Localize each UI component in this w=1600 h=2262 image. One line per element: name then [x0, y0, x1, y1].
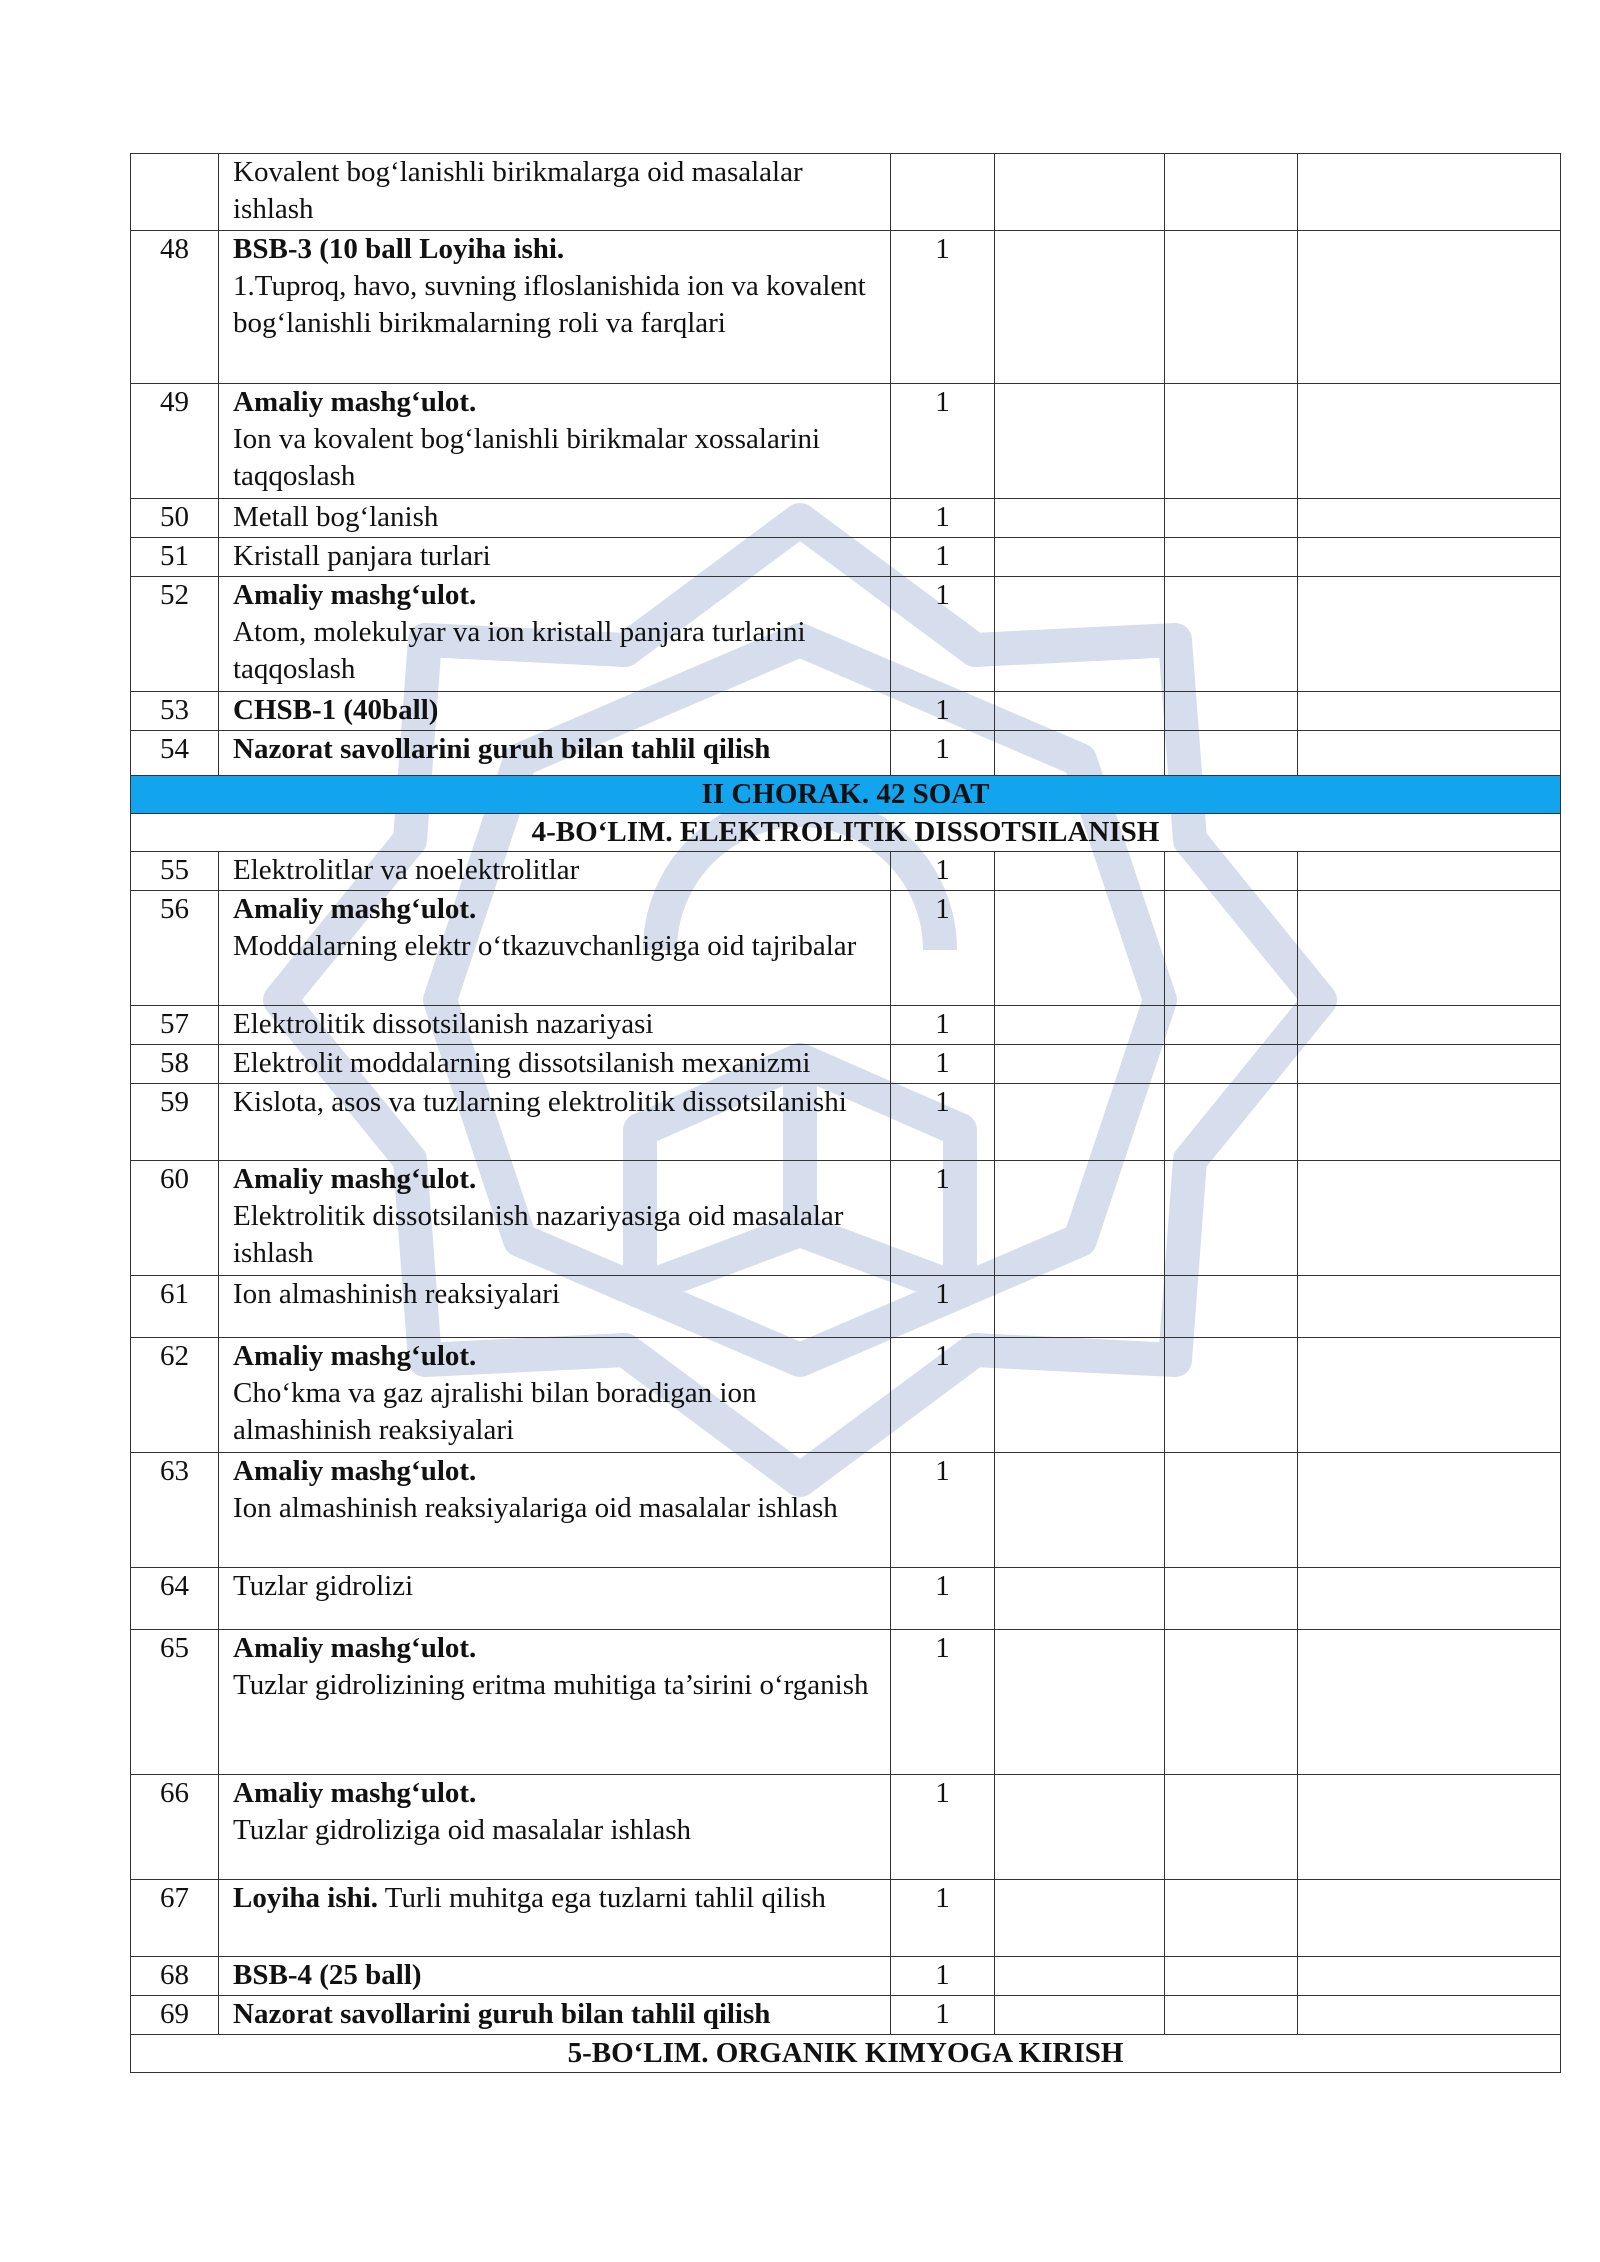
lesson-hours: 1 [891, 1006, 995, 1045]
empty-cell [1298, 1161, 1561, 1276]
lesson-hours: 1 [891, 499, 995, 538]
empty-cell [1298, 384, 1561, 499]
lesson-hours: 1 [891, 577, 995, 692]
empty-cell [995, 538, 1165, 577]
lesson-hours: 1 [891, 1568, 995, 1630]
lesson-topic-text: Kristall panjara turlari [233, 540, 491, 572]
empty-cell [995, 731, 1165, 776]
lesson-number: 68 [131, 1957, 219, 1996]
lesson-topic-title: Amaliy mashg‘ulot. [233, 1777, 477, 1809]
empty-cell [995, 1045, 1165, 1084]
empty-cell [1298, 1775, 1561, 1880]
empty-cell [1165, 1084, 1298, 1161]
table-row [131, 1453, 1561, 1568]
empty-cell [995, 692, 1165, 731]
empty-cell [995, 1084, 1165, 1161]
empty-cell [1165, 231, 1298, 384]
lesson-rows-part1 [131, 154, 1561, 776]
empty-cell [1165, 1276, 1298, 1338]
lesson-topic [219, 1996, 891, 2035]
empty-cell [1165, 731, 1298, 776]
lesson-topic [219, 499, 891, 538]
empty-cell [1165, 1006, 1298, 1045]
empty-cell [1298, 891, 1561, 1006]
empty-cell [1165, 1630, 1298, 1775]
empty-cell [995, 1880, 1165, 1957]
empty-cell [995, 384, 1165, 499]
lesson-topic-title: Amaliy mashg‘ulot. [233, 386, 477, 418]
lesson-topic-text: Atom, molekulyar va ion kristall panjara turlarini taqqoslash [233, 616, 806, 685]
lesson-number: 64 [131, 1568, 219, 1630]
table-row [131, 577, 1561, 692]
empty-cell [995, 1775, 1165, 1880]
lesson-topic-text: Tuzlar gidroliziga oid masalalar ishlash [233, 1814, 691, 1846]
empty-cell [1298, 1338, 1561, 1453]
table-row [131, 1276, 1561, 1338]
empty-cell [995, 499, 1165, 538]
lesson-hours: 1 [891, 1630, 995, 1775]
lesson-topic-text: Elektrolitik dissotsilanish nazariyasi [233, 1008, 654, 1040]
empty-cell [995, 577, 1165, 692]
empty-cell [1298, 1630, 1561, 1775]
table-row [131, 538, 1561, 577]
lesson-number: 52 [131, 577, 219, 692]
empty-cell [1298, 499, 1561, 538]
table-row [131, 1957, 1561, 1996]
lesson-hours: 1 [891, 852, 995, 891]
lesson-hours: 1 [891, 1996, 995, 2035]
lesson-topic-text: 1.Tuproq, havo, suvning ifloslanishida ion va kovalent bog‘lanishli birikmalarning roli va farqlari [233, 270, 866, 339]
table-row [131, 1006, 1561, 1045]
lesson-topic-text: Cho‘kma va gaz ajralishi bilan boradigan ion almashinish reaksiyalari [233, 1377, 757, 1446]
lesson-number: 66 [131, 1775, 219, 1880]
lesson-topic [219, 1775, 891, 1880]
lesson-topic [219, 692, 891, 731]
empty-cell [995, 231, 1165, 384]
empty-cell [1165, 1957, 1298, 1996]
lesson-topic-title: Amaliy mashg‘ulot. [233, 1163, 477, 1195]
lesson-rows-part2 [131, 852, 1561, 2035]
lesson-hours: 1 [891, 538, 995, 577]
lesson-topic-text: Turli muhitga ega tuzlarni tahlil qilish [378, 1882, 826, 1914]
section-heading: 5-BO‘LIM. ORGANIK KIMYOGA KIRISH [131, 2035, 1561, 2073]
lesson-hours: 1 [891, 1453, 995, 1568]
empty-cell [1165, 692, 1298, 731]
section-heading-row [131, 814, 1561, 852]
table-row [131, 154, 1561, 231]
empty-cell [1298, 852, 1561, 891]
table-row [131, 852, 1561, 891]
empty-cell [1298, 1006, 1561, 1045]
lesson-hours: 1 [891, 731, 995, 776]
lesson-number: 49 [131, 384, 219, 499]
empty-cell [1165, 538, 1298, 577]
lesson-topic [219, 1453, 891, 1568]
table-row [131, 1338, 1561, 1453]
lesson-hours: 1 [891, 1276, 995, 1338]
lesson-topic [219, 1045, 891, 1084]
empty-cell [1165, 1996, 1298, 2035]
lesson-topic-title: Loyiha ishi. [233, 1882, 379, 1914]
lesson-topic [219, 852, 891, 891]
empty-cell [1298, 231, 1561, 384]
empty-cell [1165, 577, 1298, 692]
lesson-topic [219, 891, 891, 1006]
lesson-number: 56 [131, 891, 219, 1006]
lesson-topic [219, 1006, 891, 1045]
lesson-topic-text: Kislota, asos va tuzlarning elektrolitik dissotsilanishi [233, 1086, 847, 1118]
lesson-topic [219, 538, 891, 577]
section-heading: 4-BO‘LIM. ELEKTROLITIK DISSOTSILANISH [131, 814, 1561, 852]
empty-cell [995, 1996, 1165, 2035]
empty-cell [995, 154, 1165, 231]
lesson-topic [219, 384, 891, 499]
lesson-topic [219, 1630, 891, 1775]
lesson-hours: 1 [891, 231, 995, 384]
empty-cell [1298, 731, 1561, 776]
lesson-topic [219, 1084, 891, 1161]
empty-cell [1165, 1880, 1298, 1957]
empty-cell [1298, 154, 1561, 231]
lesson-number: 55 [131, 852, 219, 891]
lesson-topic-text: Tuzlar gidrolizi [233, 1570, 414, 1602]
empty-cell [1298, 1996, 1561, 2035]
lesson-topic-title: CHSB-1 (40ball) [233, 694, 439, 726]
lesson-number: 53 [131, 692, 219, 731]
lesson-number: 62 [131, 1338, 219, 1453]
empty-cell [1165, 1568, 1298, 1630]
table-row [131, 692, 1561, 731]
empty-cell [1298, 1276, 1561, 1338]
lesson-topic [219, 154, 891, 231]
lesson-topic-text: Ion almashinish reaksiyalari [233, 1278, 560, 1310]
table-row [131, 1045, 1561, 1084]
empty-cell [995, 1338, 1165, 1453]
lesson-plan-table [130, 153, 1561, 2073]
table-row [131, 1880, 1561, 1957]
table-row [131, 1161, 1561, 1276]
quarter-heading-row [131, 776, 1561, 814]
empty-cell [1165, 852, 1298, 891]
lesson-hours: 1 [891, 1880, 995, 1957]
lesson-topic [219, 1880, 891, 1957]
lesson-topic-text: Tuzlar gidrolizining eritma muhitiga ta’sirini o‘rganish [233, 1669, 869, 1701]
quarter-heading: II CHORAK. 42 SOAT [131, 776, 1561, 814]
empty-cell [1165, 891, 1298, 1006]
table-row [131, 384, 1561, 499]
empty-cell [1165, 384, 1298, 499]
lesson-hours: 1 [891, 384, 995, 499]
lesson-topic-text: Elektrolit moddalarning dissotsilanish mexanizmi [233, 1047, 811, 1079]
lesson-hours: 1 [891, 1338, 995, 1453]
empty-cell [1165, 1453, 1298, 1568]
lesson-topic [219, 1338, 891, 1453]
lesson-hours: 1 [891, 1045, 995, 1084]
empty-cell [1165, 154, 1298, 231]
lesson-topic [219, 577, 891, 692]
table-row [131, 1996, 1561, 2035]
table-row [131, 1568, 1561, 1630]
lesson-topic-text: Elektrolitlar va noelektrolitlar [233, 854, 580, 886]
table-row [131, 499, 1561, 538]
lesson-number: 57 [131, 1006, 219, 1045]
lesson-hours: 1 [891, 1775, 995, 1880]
empty-cell [1298, 1045, 1561, 1084]
lesson-topic-text: Metall bog‘lanish [233, 501, 439, 533]
empty-cell [1298, 692, 1561, 731]
lesson-topic-text: Ion va kovalent bog‘lanishli birikmalar xossalarini taqqoslash [233, 423, 821, 492]
table-row [131, 1630, 1561, 1775]
lesson-number: 65 [131, 1630, 219, 1775]
lesson-topic [219, 1568, 891, 1630]
table-row [131, 1775, 1561, 1880]
lesson-topic-title: Nazorat savollarini guruh bilan tahlil qilish [233, 733, 771, 765]
empty-cell [1165, 499, 1298, 538]
lesson-number: 50 [131, 499, 219, 538]
empty-cell [1298, 1568, 1561, 1630]
empty-cell [995, 852, 1165, 891]
lesson-hours: 1 [891, 891, 995, 1006]
lesson-number: 69 [131, 1996, 219, 2035]
lesson-number: 48 [131, 231, 219, 384]
empty-cell [1165, 1775, 1298, 1880]
table-row [131, 731, 1561, 776]
table-row [131, 891, 1561, 1006]
lesson-topic-title: Amaliy mashg‘ulot. [233, 1632, 477, 1664]
lesson-hours: 1 [891, 1161, 995, 1276]
empty-cell [995, 1276, 1165, 1338]
empty-cell [995, 1161, 1165, 1276]
empty-cell [1298, 538, 1561, 577]
lesson-hours: 1 [891, 1084, 995, 1161]
empty-cell [1298, 1453, 1561, 1568]
lesson-number: 63 [131, 1453, 219, 1568]
lesson-topic-title: Nazorat savollarini guruh bilan tahlil qilish [233, 1998, 771, 2030]
lesson-number: 51 [131, 538, 219, 577]
lesson-topic-text: Elektrolitik dissotsilanish nazariyasiga oid masalalar ishlash [233, 1200, 844, 1269]
lesson-topic [219, 231, 891, 384]
lesson-number: 59 [131, 1084, 219, 1161]
lesson-number: 60 [131, 1161, 219, 1276]
lesson-topic [219, 731, 891, 776]
lesson-topic-text: Kovalent bog‘lanishli birikmalarga oid masalalar ishlash [233, 156, 803, 225]
empty-cell [995, 1630, 1165, 1775]
lesson-number: 58 [131, 1045, 219, 1084]
section-heading-row [131, 2035, 1561, 2073]
empty-cell [1298, 1957, 1561, 1996]
empty-cell [995, 1006, 1165, 1045]
table-row [131, 1084, 1561, 1161]
lesson-topic-text: Moddalarning elektr o‘tkazuvchanligiga oid tajribalar [233, 930, 857, 962]
lesson-topic [219, 1161, 891, 1276]
empty-cell [1165, 1338, 1298, 1453]
lesson-hours: 1 [891, 692, 995, 731]
lesson-topic-title: Amaliy mashg‘ulot. [233, 579, 477, 611]
lesson-topic-title: Amaliy mashg‘ulot. [233, 1340, 477, 1372]
empty-cell [995, 1568, 1165, 1630]
lesson-topic [219, 1276, 891, 1338]
lesson-topic-title: Amaliy mashg‘ulot. [233, 893, 477, 925]
empty-cell [995, 1957, 1165, 1996]
empty-cell [1298, 1084, 1561, 1161]
empty-cell [995, 1453, 1165, 1568]
lesson-number: 61 [131, 1276, 219, 1338]
empty-cell [1165, 1045, 1298, 1084]
lesson-number [131, 154, 219, 231]
empty-cell [995, 891, 1165, 1006]
lesson-topic-title: Amaliy mashg‘ulot. [233, 1455, 477, 1487]
lesson-number: 67 [131, 1880, 219, 1957]
lesson-topic-text: Ion almashinish reaksiyalariga oid masalalar ishlash [233, 1492, 838, 1524]
lesson-topic-title: BSB-4 (25 ball) [233, 1959, 422, 1991]
lesson-topic-title: BSB-3 (10 ball Loyiha ishi. [233, 233, 565, 265]
lesson-hours: 1 [891, 1957, 995, 1996]
lesson-number: 54 [131, 731, 219, 776]
empty-cell [1298, 1880, 1561, 1957]
table-row [131, 231, 1561, 384]
lesson-hours [891, 154, 995, 231]
lesson-topic [219, 1957, 891, 1996]
empty-cell [1165, 1161, 1298, 1276]
empty-cell [1298, 577, 1561, 692]
